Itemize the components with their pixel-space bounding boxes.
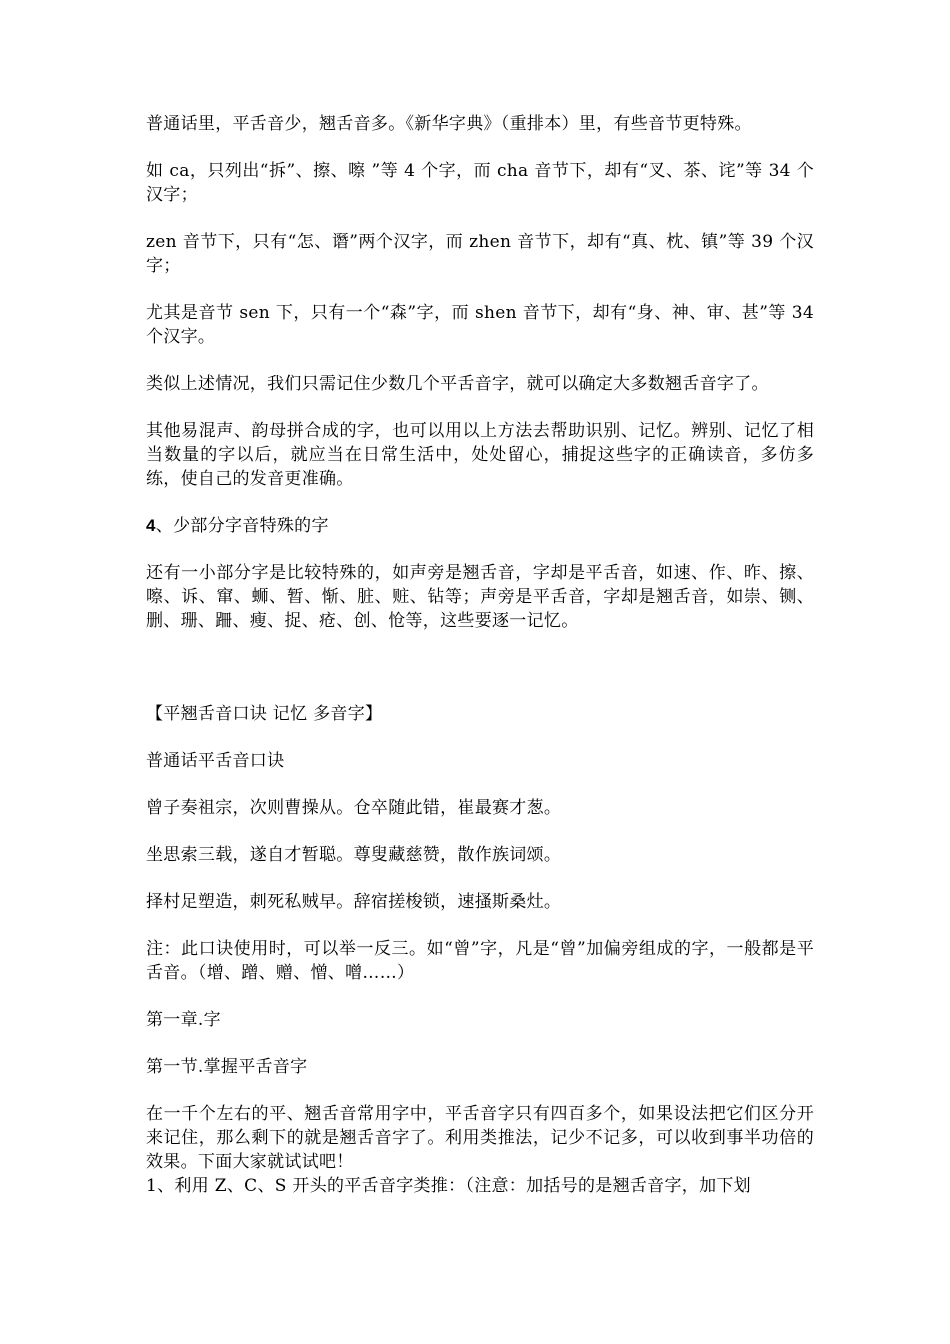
paragraph-summary: 类似上述情况，我们只需记住少数几个平舌音字，就可以确定大多数翘舌音字了。 <box>146 374 769 394</box>
paragraph-intro: 普通话里，平舌音少，翘舌音多。《新华字典》（重排本）里，有些音节更特殊。 <box>146 114 752 134</box>
mnemonic-line-1: 曾子奏祖宗，次则曹操从。仓卒随此错，崔最赛才葱。 <box>146 798 562 818</box>
paragraph-zen-example: zen 音节下，只有“怎、谮”两个汉字，而 zhen 音节下，却有“真、枕、镇”等 39 个汉字； <box>146 232 814 276</box>
chapter-title: 第一章.字 <box>146 1010 221 1030</box>
document-page <box>146 112 814 1198</box>
paragraph-zcs-method: 1、利用 Z、C、S 开头的平舌音字类推：（注意：加括号的是翘舌音字，加下划 <box>146 1176 751 1196</box>
mnemonic-heading: 普通话平舌音口诀 <box>146 751 285 771</box>
section-heading-4 <box>146 514 814 538</box>
section-title: 、少部分字音特殊的字 <box>155 516 329 536</box>
section-title-1: 第一节.掌握平舌音字 <box>146 1057 308 1077</box>
spacer <box>146 656 814 702</box>
paragraph-sen-example: 尤其是音节 sen 下，只有一个“森”字，而 shen 音节下，却有“身、神、审、甚”等 34 个汉字。 <box>146 303 814 347</box>
mnemonic-line-3: 择村足塑造，刺死私贼早。辞宿搓梭锁，速搔斯桑灶。 <box>146 892 562 912</box>
mnemonic-note: 注：此口诀使用时，可以举一反三。如“曾”字，凡是“曾”加偏旁组成的字，一般都是平舌音。（增、蹭、赠、憎、噌……） <box>146 939 814 983</box>
paragraph-special-chars: 还有一小部分字是比较特殊的，如声旁是翘舌音，字却是平舌音，如速、作、昨、擦、嚓、诉、窜、蛳、暂、惭、脏、赃、钻等；声旁是平舌音，字却是翘舌音，如崇、铡、删、珊、跚、瘦、捉、疮、创、怆等，这些要逐一记忆。 <box>146 563 814 631</box>
paragraph-other-methods: 其他易混声、韵母拼合成的字，也可以用以上方法去帮助识别、记忆。辨别、记忆了相当数量的字以后，就应当在日常生活中，处处留心，捕捉这些字的正确读音，多仿多练，使自己的发音更准确。 <box>146 421 814 489</box>
paragraph-flat-tongue-intro: 在一千个左右的平、翘舌音常用字中，平舌音字只有四百多个，如果设法把它们区分开来记住，那么剩下的就是翘舌音字了。利用类推法，记少不记多，可以收到事半功倍的效果。下面大家就试试吧！ <box>146 1104 814 1172</box>
section-number: 4 <box>146 516 156 535</box>
bracket-title: 【平翘舌音口诀 记忆 多音字】 <box>146 704 383 724</box>
paragraph-ca-example: 如 ca，只列出“拆”、擦、嚓 ”等 4 个字，而 cha 音节下，却有“叉、茶、诧”等 34 个汉字； <box>146 161 814 205</box>
mnemonic-line-2: 坐思索三载，遂自才暂聪。尊叟藏慈赞，散作族词颂。 <box>146 845 562 865</box>
